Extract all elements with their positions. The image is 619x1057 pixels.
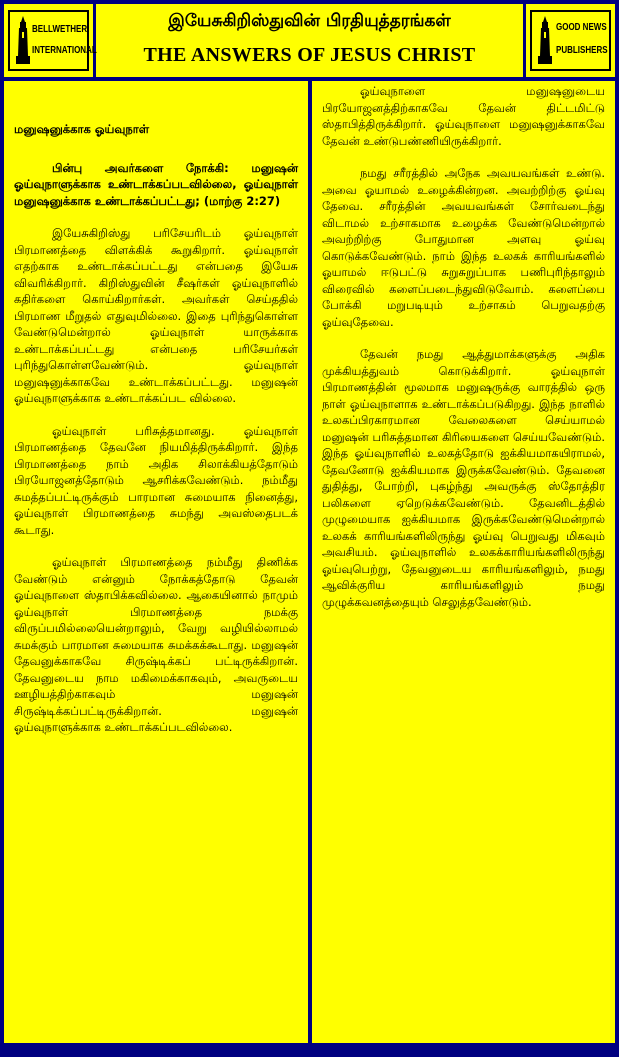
good-news-logo — [523, 4, 615, 77]
paragraph: தேவன் நமது ஆத்துமாக்களுக்கு அதிக முக்கியத்துவம் கொடுக்கிறார். ஓய்வுநாள் பிரமாணத்தின் மூலமாக மனுஷருக்கு வாரத்தில் ஒரு நாள் ஓய்வுநாளாக உண்டாக்கப்படுகிறது. இந்த நாளில் உலகப்பிரகாரமான வேலைகளை செய்யாமல் மனுஷன் பரிசுத்தமான கிரியைகளை செய்யவேண்டும். இந்த ஓய்வுநாளில் உலகத்தோடு ஐக்கியமாகயிராமல், தேவனோடு ஐக்கியமாக இருக்கவேண்டும். தேவனை துதித்து, போற்றி, புகழ்ந்து அவருக்கு ஸ்தோத்திர பலிகளை ஏறெடுக்கவேண்டும். தேவனிடத்தில் முழுமையாக ஐக்கியமாக இருக்கவேண்டுமென்றால் உலகக் காரியங்களிலிருந்து ஓய்வு பெறுவது மிகவும் அவசியம். ஓய்வுநாளில் உலகக்காரியங்களிலிருந்து ஓய்வுபெற்று, தேவனுடைய காரியங்களிலும், நமது ஆவிக்குரிய காரியங்களிலும் நமது முழுக்கவனத்தையும் செலுத்தவேண்டும். — [322, 347, 605, 609]
paragraph: ஓய்வுநாள் பிரமாணத்தை நம்மீது திணிக்க வேண்டும் என்னும் நோக்கத்தோடு தேவன் ஓய்வுநாளை ஸ்தாபிக்கவில்லை. ஆகையினால் நாமும் ஓய்வுநாள் பிரமாணத்தை நமக்கு விருப்பமில்லையென்றாலும், வேறு வழியில்லாமல் சுமக்கும் பாரமான சுமையாக சுமக்கக்கூடாது. மனுஷன் தேவனுக்காகவே சிருஷ்டிக்கப் பட்டிருக்கிறான். தேவனுடைய நாம மகிமைக்காகவும், அவருடைய ஊழியத்திற்காகவும் மனுஷன் சிருஷ்டிக்கப்பட்டிருக்கிறான். மனுஷன் ஓய்வுநாளுக்காக உண்டாக்கப்படவில்லை. — [14, 555, 298, 734]
title-area — [99, 4, 520, 77]
bellwether-logo — [4, 4, 96, 77]
left-column — [4, 81, 308, 1043]
logo-line-2: PUBLISHERS — [556, 45, 608, 56]
tower-icon — [538, 16, 552, 64]
paragraph: ஓய்வுநாள் பரிசுத்தமானது. ஓய்வுநாள் பிரமாணத்தை தேவனே நியமித்திருக்கிறார். இந்த பிரமாணத்தை நாம் அதிக சிலாக்கியத்தோடும் பிரயோஜனத்தோடும் ஆசரிக்கவேண்டும். நம்மீது சுமத்தப்பட்டிருக்கும் பாரமான சுமையாக நினைத்து, ஓய்வுநாள் பிரமாணத்தை சுமந்து அவஸ்தைபடக் கூடாது. — [14, 423, 298, 537]
tower-icon — [16, 16, 30, 64]
logo-line-2: INTERNATIONAL — [32, 45, 97, 56]
title-tamil: இயேசுகிறிஸ்துவின் பிரதியுத்தரங்கள் — [168, 11, 451, 31]
section-title: மனுஷனுக்காக ஓய்வுநாள் — [14, 122, 150, 136]
scripture-verse: பின்பு அவர்களை நோக்கி: மனுஷன் ஓய்வுநாளுக்காக உண்டாக்கப்படவில்லை, ஓய்வுநாள் மனுஷனுக்காக உண்டாக்கப்பட்டது; (மாற்கு 2:27) — [14, 160, 298, 208]
right-column — [312, 81, 615, 1043]
paragraph: இயேசுகிறிஸ்து பரிசேயரிடம் ஓய்வுநாள் பிரமாணத்தை விளக்கிக் கூறுகிறார். ஓய்வுநாள் எதற்காக உண்டாக்கப்பட்டது என்பதை இயேசு விவரிக்கிறார். கிறிஸ்துவின் சீஷர்கள் ஓய்வுநாளில் கதிர்களை கொய்கிறார்கள். அவர்கள் செய்ததில் பிரமாண மீறுதல் எதுவுமில்லை. இதை புரிந்துகொள்ள வேண்டுமென்றால் ஓய்வுநாள் யாருக்காக உண்டாக்கப்பட்டது என்பதை பரிசேயர்கள் புரிந்துகொள்ளவேண்டும். ஓய்வுநாள் மனுஷனுக்காகவே உண்டாக்கப்பட்டது. மனுஷன் ஓய்வுநாளுக்காக உண்டாக்கப்பட வில்லை. — [14, 226, 298, 405]
paragraph: நமது சரீரத்தில் அநேக அவயவங்கள் உண்டு. அவை ஓயாமல் உழைக்கின்றன. அவற்றிற்கு ஓய்வு தேவை. சரீரத்தின் அவயவங்கள் சோர்வடைந்து விடாமல் உற்சாகமாக உழைக்க வேண்டுமென்றால் அவற்றிற்கு போதுமான அளவு ஓய்வு கொடுக்கவேண்டும். நாம் இந்த உலகக் காரியங்களில் ஓயாமல் ஈடுபட்டு சுறுசுறுப்பாக பணிபுரிந்தாலும் விரைவில் களைப்படைந்துவிடுவோம். களைப்பை போக்கி மறுபடியும் உற்சாகம் பெறுவதற்கு ஓய்வுதேவை. — [322, 166, 605, 329]
paragraph: ஓய்வுநாளை மனுஷனுடைய பிரயோஜனத்திற்காகவே தேவன் திட்டமிட்டு ஸ்தாபித்திருக்கிறார். ஓய்வுநாளை மனுஷனுக்காகவே தேவன் உண்டுபண்ணியிருக்கிறார். — [322, 84, 605, 148]
logo-line-1: GOOD NEWS — [556, 22, 607, 33]
page-header — [4, 4, 615, 77]
title-english: THE ANSWERS OF JESUS CHRIST — [143, 44, 476, 66]
logo-line-1: BELLWETHER — [32, 24, 88, 35]
